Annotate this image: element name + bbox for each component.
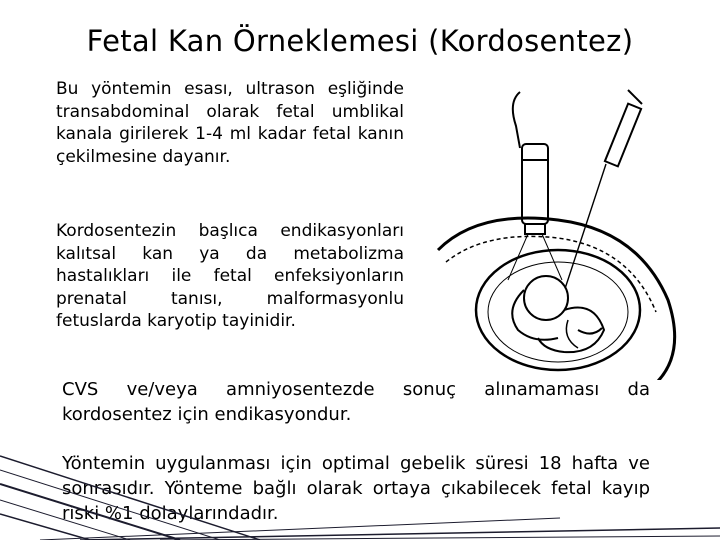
ultrasound-probe-icon xyxy=(513,92,548,234)
cordocentesis-illustration xyxy=(428,80,698,380)
decorative-corner-lines xyxy=(0,448,720,540)
paragraph-method: Bu yöntemin esası, ultrason eşliğinde transabdominal olarak fetal umblikal kanala girilerek 1-4 ml kadar fetal kanın çekilmesine dayanır. xyxy=(56,79,404,167)
slide-title: Fetal Kan Örneklemesi (Kordosentez) xyxy=(86,24,634,58)
paragraph-timing-risk: Yöntemin uygulanması için optimal gebelik süresi 18 hafta ve sonrasıdır. Yönteme bağlı olarak ortaya çıkabilecek fetal kayıp riski %1 dolaylarındadır. xyxy=(62,453,650,524)
fetus-icon xyxy=(512,276,604,352)
paragraph-cvs: CVS ve/veya amniyosentezde sonuç alınamaması da kordosentez için endikasyondur. xyxy=(62,379,650,425)
syringe-icon xyxy=(558,90,642,310)
paragraph-indications: Kordosentezin başlıca endikasyonları kalıtsal kan ya da metabolizma hastalıkları ile fetal enfeksiyonların prenatal tanısı, malformasyonlu fetuslarda karyotip tayinidir. xyxy=(56,221,404,331)
